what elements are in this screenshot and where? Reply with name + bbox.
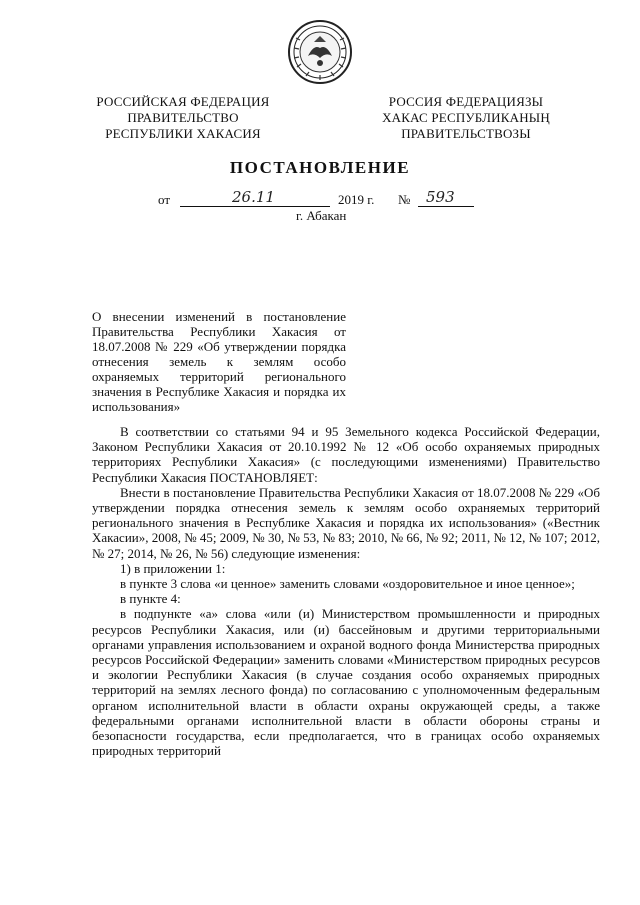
handwritten-date: 26.11 (232, 188, 275, 206)
body-paragraph: 1) в приложении 1: (120, 560, 226, 576)
body-paragraph: в пункте 4: (120, 591, 181, 607)
date-prefix: от (158, 192, 171, 207)
header-right-line: РОССИЯ ФЕДЕРАЦИЯЗЫ (388, 94, 544, 109)
header-left (88, 94, 278, 142)
year-label: 2019 г. (338, 192, 375, 207)
header-left-line: ПРАВИТЕЛЬСТВО (127, 110, 239, 125)
handwritten-number: 593 (426, 188, 455, 206)
header-right-line: ПРАВИТЕЛЬСТВОЗЫ (401, 126, 531, 141)
republic-emblem-icon (286, 18, 354, 86)
body-paragraph: в пункте 3 слова «и ценное» заменить словами «оздоровительное и иное ценное»; (120, 576, 575, 592)
city-label: г. Абакан (296, 208, 347, 223)
header-right-line: ХАКАС РЕСПУБЛИКАНЫҢ (382, 110, 550, 125)
body-paragraph: Внести в постановление Правительства Республики Хакасия от 18.07.2008 № 229 «Об утверждении порядка отнесения земель к землям особо охраняемых территорий регионального значения в Республике Хакасия и порядка их использования» («Вестник Хакасии», 2008, № 45; 2009, № 30, № 53, № 83; 2010, № 66, № 92; 2011, № 12, № 107; 2012, № 27; 2014, № 26, № 56) следующие изменения: (92, 484, 600, 561)
header-left-line: РЕСПУБЛИКИ ХАКАСИЯ (105, 126, 261, 141)
document-body (92, 424, 600, 758)
document-subject: О внесении изменений в постановление Правительства Республики Хакасия от 18.07.2008 № 229 «Об утверждении порядка отнесения земель к землям особо охраняемых территорий регионального значения в Республике Хакасия и порядка их использования» (92, 309, 346, 414)
date-number-line (0, 190, 640, 210)
header-left-line: РОССИЙСКАЯ ФЕДЕРАЦИЯ (96, 94, 270, 109)
body-paragraph: в подпункте «а» слова «или (и) Министерством промышленности и природных ресурсов Республики Хакасия, или (и) бассейновым и другими территориальными органами управления использованием и охраной водного фонда Министерства природных ресурсов Российской Федерации» заменить словами «Министерством природных ресурсов и экологии Республики Хакасия (в случае создания особо охраняемых природных территорий на землях лесного фонда) по согласованию с уполномоченным федеральным органом исполнительной власти в области охраны окружающей среды, а также федеральными органами исполнительной власти в области обороны страны и безопасности государства, если предполагается, что в границах особо охраняемых природных территорий (92, 606, 600, 759)
number-sign: № (398, 192, 411, 207)
body-paragraph: В соответствии со статьями 94 и 95 Земельного кодекса Российской Федерации, Законом Республики Хакасия от 20.10.1992 № 12 «Об особо охраняемых природных территориях Республики Хакасия» (с последующими изменениями) Правительство Республики Хакасия ПОСТАНОВЛЯЕТ: (92, 424, 600, 485)
document-title: ПОСТАНОВЛЕНИЕ (229, 158, 411, 177)
header-right (368, 94, 564, 142)
